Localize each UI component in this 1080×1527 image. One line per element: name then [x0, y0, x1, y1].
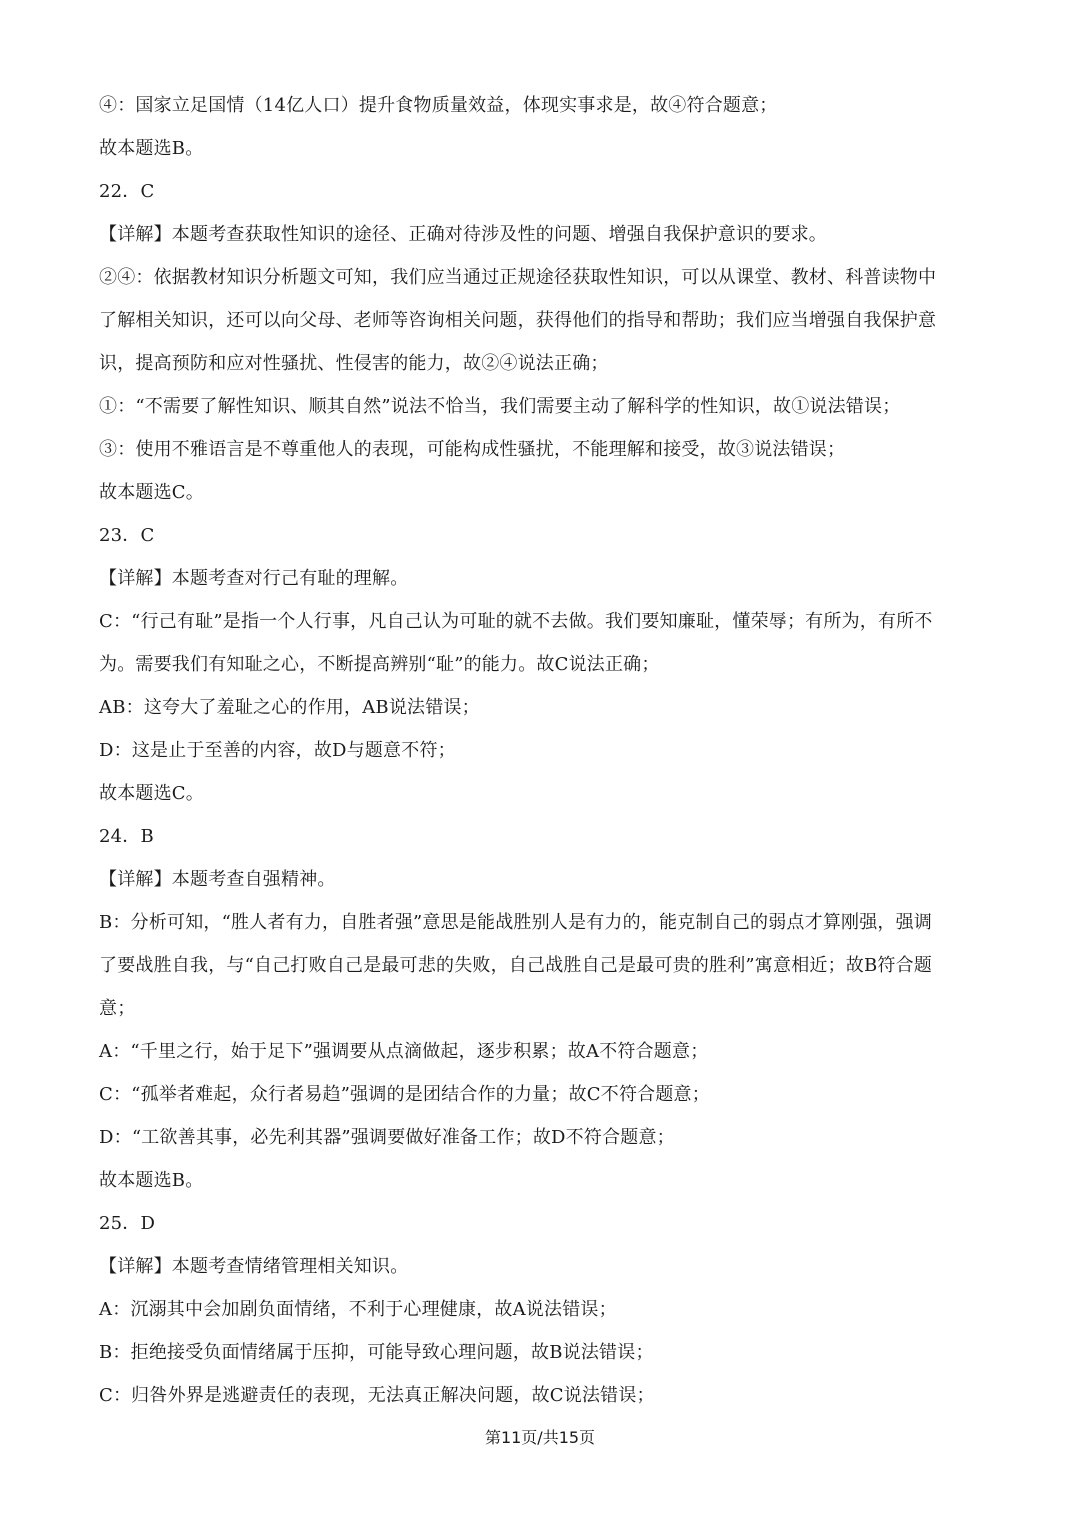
text-line: 故本题选C。	[99, 783, 204, 804]
text-line: D：这是止于至善的内容，故D与题意不符；	[99, 740, 456, 761]
text-line: 为。需要我们有知耻之心，不断提高辨别“耻”的能力。故C说法正确；	[99, 654, 660, 675]
explanation-heading: 【详解】本题考查自强精神。	[99, 869, 336, 890]
text-line: D：“工欲善其事，必先利其器”强调要做好准备工作；故D不符合题意；	[99, 1127, 675, 1148]
question-number: 22．C	[99, 181, 155, 202]
text-line: 意；	[99, 998, 136, 1019]
text-line: ③：使用不雅语言是不尊重他人的表现，可能构成性骚扰，不能理解和接受，故③说法错误；	[99, 439, 846, 460]
text-line: A：“千里之行，始于足下”强调要从点滴做起，逐步积累；故A不符合题意；	[99, 1041, 709, 1062]
explanation-heading: 【详解】本题考查获取性知识的途径、正确对待涉及性的问题、增强自我保护意识的要求。	[99, 224, 827, 245]
text-line: 了要战胜自我，与“自己打败自己是最可悲的失败，自己战胜自己是最可贵的胜利”寓意相近；故B符合题	[99, 955, 933, 976]
document-body	[99, 84, 989, 1417]
text-line: A：沉溺其中会加剧负面情绪，不利于心理健康，故A说法错误；	[99, 1299, 617, 1320]
text-line: C：“行己有耻”是指一个人行事，凡自己认为可耻的就不去做。我们要知廉耻，懂荣辱；有所为，有所不	[99, 611, 933, 632]
text-line: ④：国家立足国情（14亿人口）提升食物质量效益，体现实事求是，故④符合题意；	[99, 95, 778, 116]
text-line: 故本题选B。	[99, 138, 204, 159]
text-line: ②④：依据教材知识分析题文可知，我们应当通过正规途径获取性知识，可以从课堂、教材、科普读物中	[99, 267, 937, 288]
text-line: 识，提高预防和应对性骚扰、性侵害的能力，故②④说法正确；	[99, 353, 609, 374]
text-line: 了解相关知识，还可以向父母、老师等咨询相关问题，获得他们的指导和帮助；我们应当增强自我保护意	[99, 310, 937, 331]
text-line: B：拒绝接受负面情绪属于压抑，可能导致心理问题，故B说法错误；	[99, 1342, 654, 1363]
explanation-heading: 【详解】本题考查情绪管理相关知识。	[99, 1256, 409, 1277]
text-line: C：归咎外界是逃避责任的表现，无法真正解决问题，故C说法错误；	[99, 1385, 655, 1406]
page-number-footer: 第11页/共15页	[484, 1428, 596, 1447]
explanation-heading: 【详解】本题考查对行己有耻的理解。	[99, 568, 409, 589]
text-line: C：“孤举者难起，众行者易趋”强调的是团结合作的力量；故C不符合题意；	[99, 1084, 710, 1105]
text-line: ①：“不需要了解性知识、顺其自然”说法不恰当，我们需要主动了解科学的性知识，故①说法错误；	[99, 396, 901, 417]
text-line: AB：这夸大了羞耻之心的作用，AB说法错误；	[99, 697, 480, 718]
question-number: 24．B	[99, 826, 154, 847]
text-line: B：分析可知，“胜人者有力，自胜者强”意思是能战胜别人是有力的，能克制自己的弱点才算刚强，强调	[99, 912, 933, 933]
question-number: 23．C	[99, 525, 155, 546]
question-number: 25．D	[99, 1213, 156, 1234]
text-line: 故本题选C。	[99, 482, 204, 503]
text-line: 故本题选B。	[99, 1170, 204, 1191]
